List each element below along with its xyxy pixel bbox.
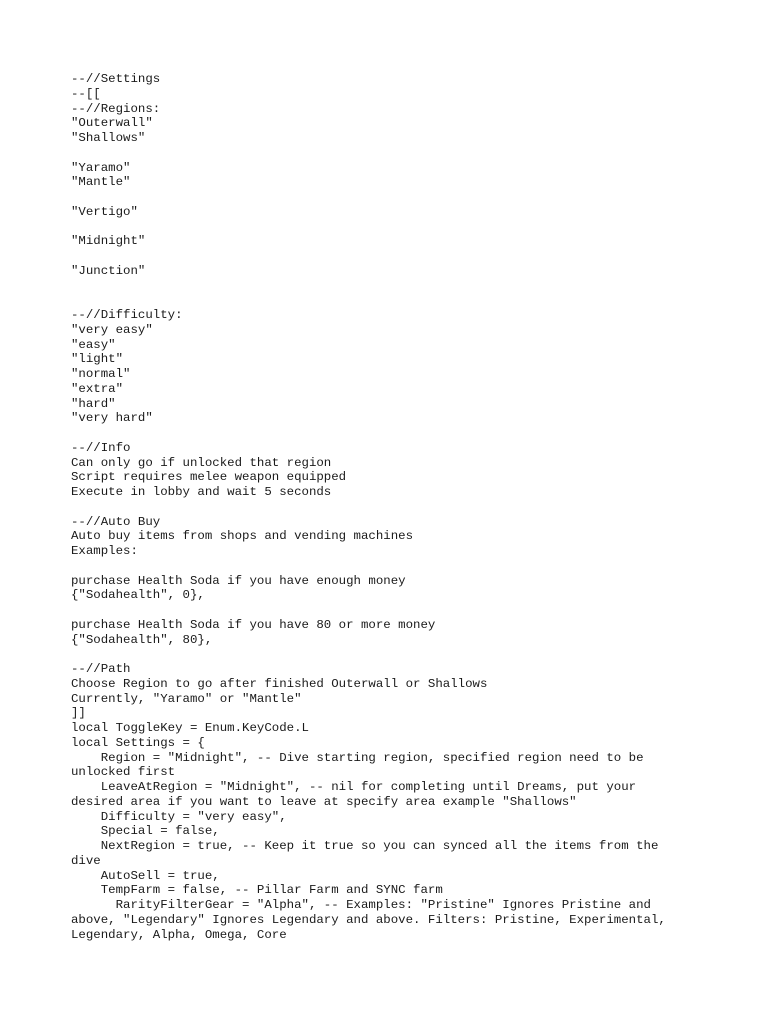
document-line: above, "Legendary" Ignores Legendary and above. Filters: Pristine, Experimental, xyxy=(71,912,666,927)
document-line: {"Sodahealth", 0}, xyxy=(71,588,205,603)
document-line xyxy=(71,146,696,161)
document-line: Difficulty = "very easy", xyxy=(71,809,287,824)
document-line: dive xyxy=(71,853,101,868)
document-line: Execute in lobby and wait 5 seconds xyxy=(71,485,332,499)
document-line: "Outerwall" xyxy=(71,116,153,131)
document-line xyxy=(71,559,696,574)
document-line: LeaveAtRegion = "Midnight", -- nil for completing until Dreams, put your xyxy=(71,780,637,794)
document-page xyxy=(71,72,696,942)
document-line xyxy=(71,647,696,662)
document-line xyxy=(71,603,696,618)
document-line: "light" xyxy=(71,352,124,367)
document-line: --//Settings xyxy=(71,72,161,86)
document-line: --//Info xyxy=(71,440,131,455)
document-line: NextRegion = true, -- Keep it true so you can synced all the items from the xyxy=(71,839,659,853)
document-line: Can only go if unlocked that region xyxy=(71,455,332,470)
document-line: "Mantle" xyxy=(71,175,131,190)
document-line: --//Auto Buy xyxy=(71,514,161,529)
document-line xyxy=(71,500,696,515)
document-line: local Settings = { xyxy=(71,735,205,750)
document-line: "Midnight" xyxy=(71,234,146,249)
document-line: Region = "Midnight", -- Dive starting region, specified region need to be xyxy=(71,750,644,765)
document-line: unlocked first xyxy=(71,765,176,780)
document-line xyxy=(71,426,696,441)
document-line: "very hard" xyxy=(71,411,153,426)
document-line: "Yaramo" xyxy=(71,160,131,175)
document-line: "Junction" xyxy=(71,263,146,278)
document-line: "easy" xyxy=(71,337,116,352)
document-line: "Shallows" xyxy=(71,131,146,145)
document-line: purchase Health Soda if you have 80 or more money xyxy=(71,617,436,632)
document-line: TempFarm = false, -- Pillar Farm and SYNC farm xyxy=(71,883,443,898)
document-line: "extra" xyxy=(71,381,124,396)
document-line: Legendary, Alpha, Omega, Core xyxy=(71,927,287,942)
document-line: "Vertigo" xyxy=(71,204,138,219)
document-line: --//Difficulty: xyxy=(71,308,183,322)
document-line: ]] xyxy=(71,706,86,721)
document-line: purchase Health Soda if you have enough money xyxy=(71,573,406,588)
document-line: --[[ xyxy=(71,86,101,101)
document-line: local ToggleKey = Enum.KeyCode.L xyxy=(71,721,309,735)
document-line: --//Regions: xyxy=(71,101,161,116)
document-line xyxy=(71,249,696,264)
document-line: Auto buy items from shops and vending machines xyxy=(71,529,414,544)
document-line: --//Path xyxy=(71,662,131,676)
document-line xyxy=(71,220,696,235)
document-line: {"Sodahealth", 80}, xyxy=(71,632,213,647)
document-line xyxy=(71,190,696,205)
document-line: Script requires melee weapon equipped xyxy=(71,470,347,485)
document-line: "very easy" xyxy=(71,322,153,337)
document-line: Choose Region to go after finished Outerwall or Shallows xyxy=(71,676,488,691)
document-line: Currently, "Yaramo" or "Mantle" xyxy=(71,691,302,706)
document-line xyxy=(71,293,696,308)
document-line: RarityFilterGear = "Alpha", -- Examples: "Pristine" Ignores Pristine and xyxy=(71,898,651,912)
document-line: desired area if you want to leave at specify area example "Shallows" xyxy=(71,794,577,809)
document-line xyxy=(71,279,696,294)
document-line: AutoSell = true, xyxy=(71,868,220,883)
document-line: "normal" xyxy=(71,367,131,381)
document-line: Special = false, xyxy=(71,824,220,839)
document-line: Examples: xyxy=(71,544,138,558)
document-line: "hard" xyxy=(71,396,116,411)
